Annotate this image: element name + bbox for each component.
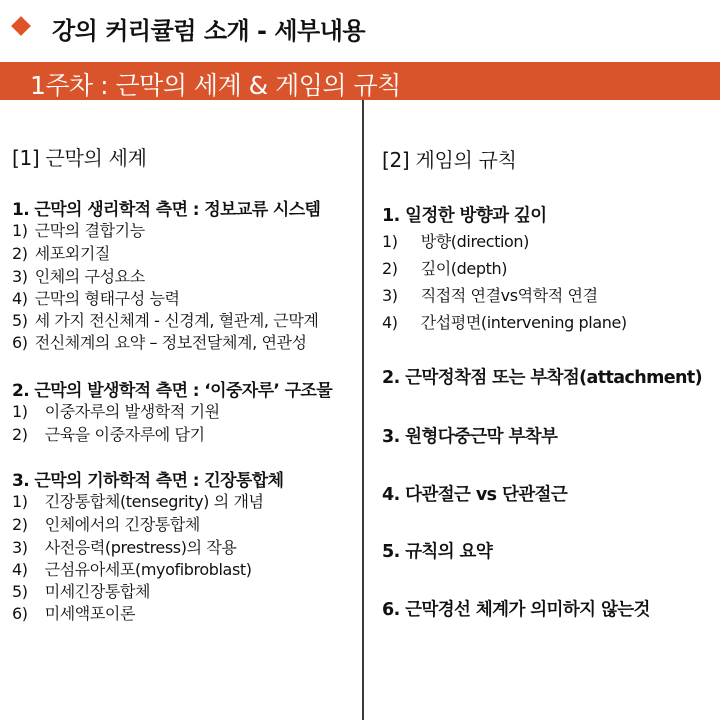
- item-number: 4): [12, 560, 28, 579]
- list-item: [12, 330, 307, 352]
- item-text: 근육을 이중자루에 담기: [44, 425, 205, 444]
- item-text: 간섭평면(intervening plane): [420, 313, 627, 332]
- list-item: [12, 489, 264, 511]
- item-text: 세포외기질: [34, 244, 110, 263]
- item-text: 전신체계의 요약 – 정보전달체계, 연관성: [34, 333, 307, 352]
- item-text: 이중자루의 발생학적 기원: [44, 402, 220, 421]
- item-text: 인체에서의 긴장통합체: [44, 515, 200, 534]
- rule-heading: 1. 일정한 방향과 깊이: [382, 206, 547, 226]
- week-banner-text: 1주차 : 근막의 세계 & 게임의 규칙: [30, 71, 401, 100]
- item-number: 5): [12, 582, 28, 601]
- item-text: 방향(direction): [420, 232, 530, 251]
- item-number: 1): [12, 221, 28, 240]
- item-text: 미세액포이론: [44, 604, 136, 623]
- item-text: 근섬유아세포(myofibroblast): [44, 560, 252, 579]
- item-number: 2): [12, 244, 28, 263]
- item-number: 2): [382, 259, 398, 278]
- list-item: [12, 557, 252, 579]
- list-item: [12, 218, 145, 240]
- item-text: 인체의 구성요소: [34, 267, 145, 286]
- item-number: 4): [12, 289, 28, 308]
- list-item: [382, 283, 598, 305]
- item-number: 5): [12, 311, 28, 330]
- right-column: [364, 0, 720, 720]
- list-item: [382, 229, 529, 251]
- list-item: [12, 264, 145, 286]
- list-item: [12, 601, 135, 623]
- list-item: [12, 535, 236, 557]
- item-number: 2): [12, 425, 28, 444]
- group-heading: 2. 근막의 발생학적 측면 : ‘이중자루’ 구조물: [12, 381, 333, 401]
- item-text: 긴장통합체(tensegrity) 의 개념: [44, 492, 264, 511]
- page-title: 강의 커리큘럼 소개 - 세부내용: [52, 17, 366, 45]
- item-number: 1): [12, 492, 28, 511]
- item-number: 2): [12, 515, 28, 534]
- rule-heading: 4. 다관절근 vs 단관절근: [382, 485, 568, 505]
- rule-heading: 5. 규칙의 요약: [382, 542, 493, 562]
- group-heading: 3. 근막의 기하학적 측면 : 긴장통합체: [12, 471, 284, 491]
- list-item: [382, 256, 507, 278]
- item-number: 3): [12, 538, 28, 557]
- list-item: [12, 286, 180, 308]
- rule-heading: 2. 근막정착점 또는 부착점(attachment): [382, 368, 703, 388]
- item-text: 사전응력(prestress)의 작용: [44, 538, 237, 557]
- item-text: 근막의 형태구성 능력: [34, 289, 180, 308]
- item-text: 근막의 결합기능: [34, 221, 145, 240]
- section-title-fascia-world: [1] 근막의 세계: [12, 146, 147, 170]
- item-text: 미세긴장통합체: [44, 582, 151, 601]
- list-item: [382, 310, 627, 332]
- item-number: 3): [12, 267, 28, 286]
- list-item: [12, 308, 318, 330]
- list-item: [12, 241, 110, 263]
- item-number: 1): [12, 402, 28, 421]
- item-number: 1): [382, 232, 398, 251]
- list-item: [12, 422, 205, 444]
- item-number: 6): [12, 333, 28, 352]
- rule-heading: 6. 근막경선 체계가 의미하지 않는것: [382, 600, 650, 620]
- group-heading: 1. 근막의 생리학적 측면 : 정보교류 시스템: [12, 200, 321, 220]
- item-number: 3): [382, 286, 398, 305]
- item-number: 6): [12, 604, 28, 623]
- item-text: 직접적 연결vs역학적 연결: [420, 286, 598, 305]
- section-title-game-rules: [2] 게임의 규칙: [382, 148, 517, 172]
- item-text: 세 가지 전신체계 - 신경계, 혈관계, 근막계: [34, 311, 319, 330]
- list-item: [12, 399, 220, 421]
- list-item: [12, 579, 150, 601]
- rule-heading: 3. 원형다중근막 부착부: [382, 427, 558, 447]
- list-item: [12, 512, 200, 534]
- item-number: 4): [382, 313, 398, 332]
- item-text: 깊이(depth): [420, 259, 508, 278]
